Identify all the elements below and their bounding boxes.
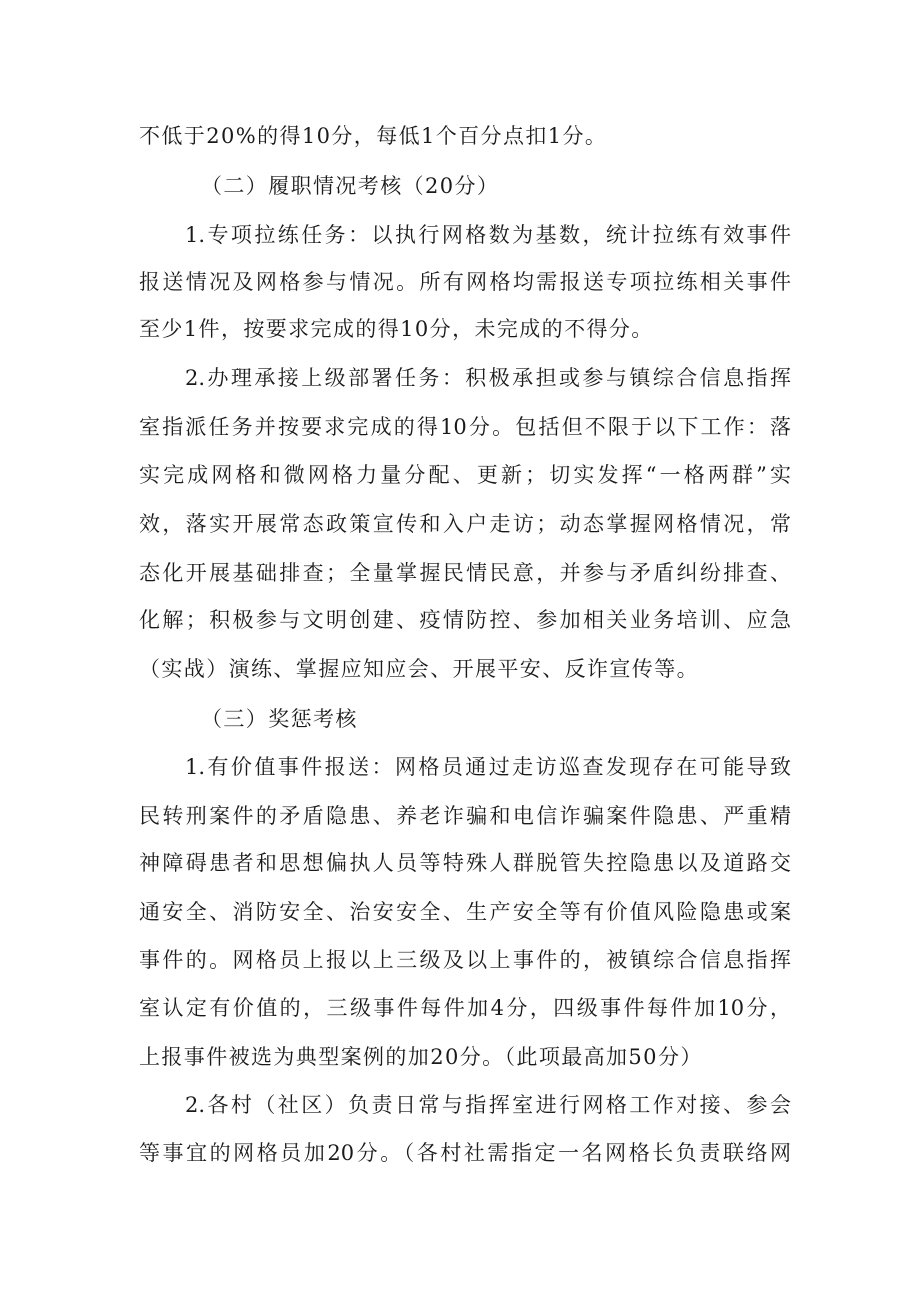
paragraph-line: 实完成网格和微网格力量分配、更新；切实发挥“一格两群”实 (139, 463, 791, 487)
paragraph-line: 室指派任务并按要求完成的得10分。包括但不限于以下工作：落 (139, 415, 791, 439)
paragraph-line-special-drill: 1.专项拉练任务：以执行网格数为基数，统计拉练有效事件 (185, 223, 791, 247)
paragraph-line: 通安全、消防安全、治安安全、生产安全等有价值风险隐患或案 (139, 900, 791, 924)
paragraph-line-scoring-continuation: 不低于20%的得10分，每低1个百分点扣1分。 (139, 124, 608, 148)
paragraph-line-village-liaison: 2.各村（社区）负责日常与指挥室进行网格工作对接、参会 (185, 1093, 791, 1117)
paragraph-line: 报送情况及网格参与情况。所有网格均需报送专项拉练相关事件 (139, 270, 791, 294)
paragraph-line: 民转刑案件的矛盾隐患、养老诈骗和电信诈骗案件隐患、严重精 (139, 804, 791, 828)
paragraph-line: 等事宜的网格员加20分。（各村社需指定一名网格长负责联络网 (139, 1141, 791, 1165)
section-heading-rewards-penalties: （三）奖惩考核 (201, 707, 358, 731)
paragraph-line: 态化开展基础排查；全量掌握民情民意，并参与矛盾纠纷排查、 (139, 561, 791, 585)
paragraph-line: 至少1件，按要求完成的得10分，未完成的不得分。 (139, 317, 654, 341)
paragraph-line: 室认定有价值的，三级事件每件加4分，四级事件每件加10分， (139, 996, 791, 1020)
paragraph-line-valuable-events: 1.有价值事件报送：网格员通过走访巡查发现存在可能导致 (185, 755, 791, 779)
paragraph-line: 神障碍患者和思想偏执人员等特殊人群脱管失控隐患以及道路交 (139, 851, 791, 875)
paragraph-line: （实战）演练、掌握应知应会、开展平安、反诈宣传等。 (139, 657, 699, 681)
paragraph-line: 化解；积极参与文明创建、疫情防控、参加相关业务培训、应急 (139, 608, 791, 632)
paragraph-line: 上报事件被选为典型案例的加20分。（此项最高加50分） (139, 1045, 703, 1069)
section-heading-duty-assessment: （二）履职情况考核（20分） (201, 174, 500, 198)
paragraph-line: 事件的。网格员上报以上三级及以上事件的，被镇综合信息指挥 (139, 948, 791, 972)
paragraph-line: 效，落实开展常态政策宣传和入户走访；动态掌握网格情况，常 (139, 512, 791, 536)
paragraph-line-superior-tasks: 2.办理承接上级部署任务：积极承担或参与镇综合信息指挥 (185, 366, 791, 390)
